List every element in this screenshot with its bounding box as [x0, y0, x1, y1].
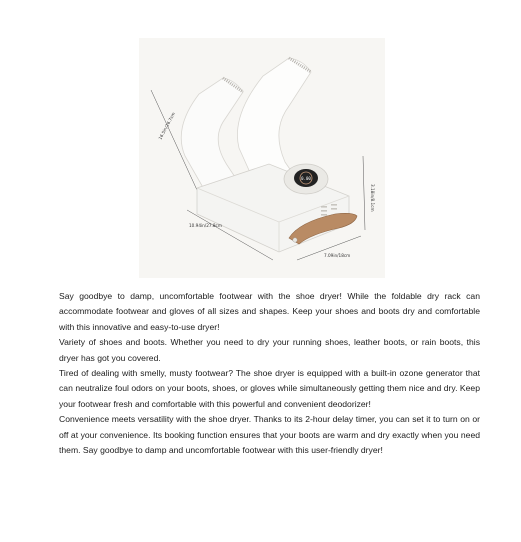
product-image: [139, 38, 385, 278]
display-readout: 0.00: [301, 176, 311, 181]
length-dimension-label: 10.94in/27.8cm: [189, 223, 222, 228]
width-dimension-label: 7.09in/18cm: [324, 253, 351, 258]
description-paragraph-timer: Convenience meets versatility with the shoe dryer. Thanks to its 2-hour delay timer, you can set it to turn on or off at your convenience. Its booking function ensures that your boots are warm and dry exactly when you need them. Say goodbye to damp and uncomfortable footwear with this user-friendly dryer!: [59, 414, 480, 456]
strap-rivet: [293, 238, 297, 242]
height-dimension-label: 16.5in/26.7cm: [157, 111, 177, 141]
shoe-dryer-illustration: [139, 38, 385, 278]
description-paragraph-deodorizer: Tired of dealing with smelly, musty footwear? The shoe dryer is equipped with a built-in ozone generator that can neutralize foul odors on your boots, shoes, or gloves while simultaneously getting them nice and dry. Keep your footwear fresh and comfortable with this powerful and convenient deodorizer!: [59, 368, 480, 409]
description-paragraph-intro: Say goodbye to damp, uncomfortable footwear with the shoe dryer! While the foldable dry rack can accommodate footwear and gloves of all sizes and shapes. Keep your shoes and boots dry and comfortable with this innovative and easy-to-use dryer!: [59, 291, 480, 332]
product-description: [59, 289, 480, 458]
depth-dimension-line: [363, 156, 365, 230]
depth-dimension-label: 3.18in/8.1cm: [370, 184, 375, 212]
description-paragraph-variety: Variety of shoes and boots. Whether you need to dry your running shoes, leather boots, or rain boots, this dryer has got you covered.: [59, 337, 480, 363]
